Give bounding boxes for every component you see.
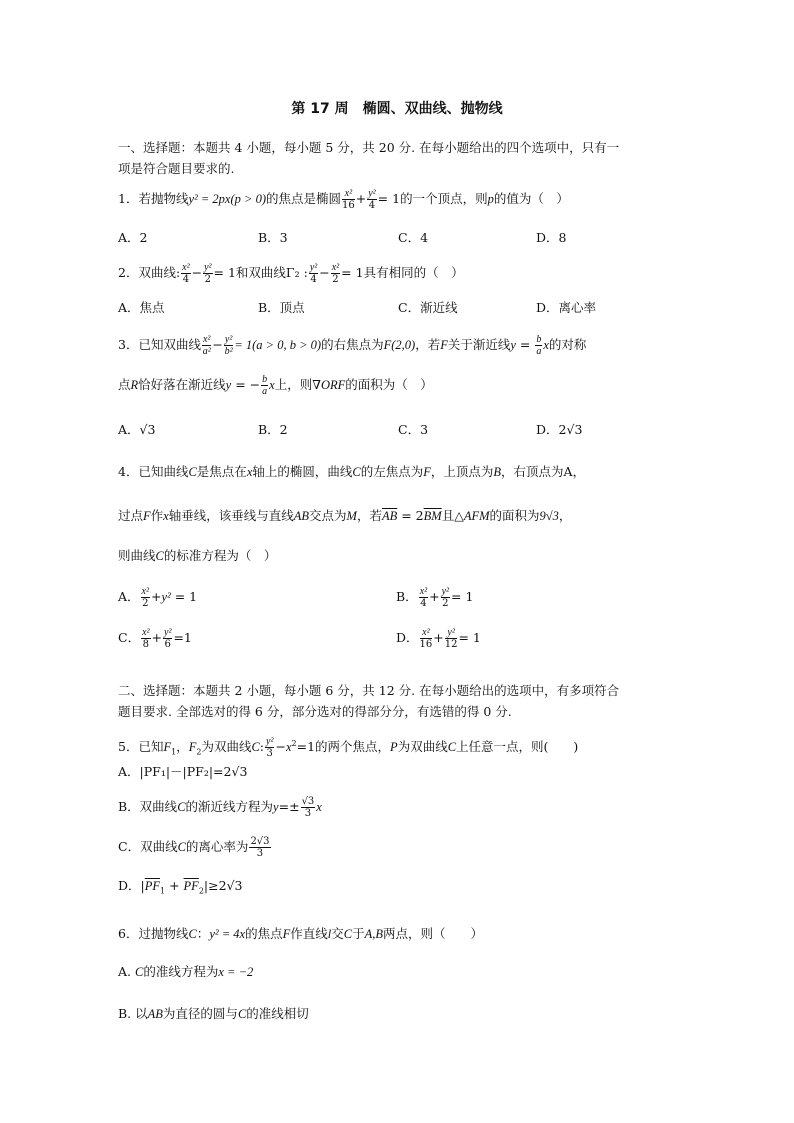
q6-option-a: A. C的准线方程为x = −2 — [118, 964, 254, 979]
q4-l2f: 且△ — [441, 508, 464, 523]
q4-l3a: 则曲线 — [118, 548, 156, 563]
q4-option-d: D． $\frac{\text{x²}}{16}$ + $\frac{\text{y²}}{12}$ = 1 — [396, 627, 481, 650]
q4-area-value: 9√3 — [539, 509, 559, 523]
q3-post: 的对称 — [548, 337, 587, 352]
q4-l2e: ，若 — [356, 508, 382, 523]
q2-option-a: A．焦点 — [118, 300, 165, 315]
question-4-line2: 过点F作x轴垂线，该垂线与直线AB交点为M，若$\overline{AB} = 2\overline{BM}$且△AFM的面积为9√3， — [118, 508, 572, 523]
question-3-line1: 3．已知双曲线 $\frac{\text{x²}}{\text{a²}}$ − $\frac{\text{y²}}{\text{b²}}$ = 1(a > 0, b > 0)的右焦点为F(2,0)，若F关于渐近线y = $\frac{b}{a}$ x的对称 — [118, 334, 587, 357]
section1-line2: 项是符合题目要求的. — [118, 161, 235, 176]
q1-p: p — [487, 192, 494, 206]
q4-l1f: ，右顶点为A， — [501, 464, 586, 479]
q2-post: = 1具有相同的（ ） — [341, 265, 464, 280]
q3-option-b: B．2 — [258, 422, 288, 437]
q6-option-b: B. 以AB为直径的圆与C的准线相切 — [118, 1006, 309, 1021]
q4-l1c: 轴上的椭圆，曲线 — [252, 464, 353, 479]
q3-option-c: C．3 — [398, 422, 429, 437]
q3-frac1: $\frac{\text{x²}}{\text{a²}}$ — [202, 334, 211, 357]
q1-pre: 1．若抛物线 — [118, 191, 189, 206]
page-title: 第 17 周 椭圆、双曲线、抛物线 — [291, 101, 503, 117]
question-5-stem: 5．已知$F_1$，$F_2$为双曲线C: $\frac{\text{y²}}{3}$ $-x^2=1$的两个焦点，P为双曲线C上任意一点，则( ) — [118, 736, 579, 760]
q4-l2c: 轴垂线，该垂线与直线 — [168, 508, 294, 523]
q3-option-a: A．√3 — [118, 422, 156, 437]
q3-cond: = 1(a > 0, b > 0) — [234, 338, 322, 352]
q3-line2b: 恰好落在渐近线 — [138, 377, 226, 392]
q3-line2d: 的面积为（ ） — [345, 377, 433, 392]
q3-focus: F(2,0) — [383, 338, 416, 352]
q1-option-c: C．4 — [398, 230, 429, 245]
q2-frac4: $\frac{\text{x²}}{2}$ — [331, 262, 340, 285]
q1-option-a: A．2 — [118, 230, 148, 245]
q2-option-c: C．渐近线 — [398, 300, 458, 315]
q3-pre: 3．已知双曲线 — [118, 337, 201, 352]
q1-option-b: B．3 — [258, 230, 288, 245]
section1-line1: 一、选择题：本题共 4 小题，每小题 5 分，共 20 分. 在每小题给出的四个选项中，只有一 — [118, 140, 620, 155]
q3-line2c: 上，则∇ — [274, 377, 321, 392]
section2-line2: 题目要求. 全部选对的得 6 分，部分选对的得部分分，有选错的得 0 分. — [118, 704, 512, 719]
q4-l1d: 的左焦点为 — [360, 464, 424, 479]
q2-option-b: B．顶点 — [258, 300, 305, 315]
q4-option-b: B． $\frac{\text{x²}}{4}$ + $\frac{\text{y²}}{2}$ = 1 — [396, 586, 474, 609]
question-2-stem: 2．双曲线: $\frac{\text{x²}}{4}$ − $\frac{\text{y²}}{2}$ = 1和双曲线Γ₂ : $\frac{\text{y²}}{4}$ − $\frac{\text{x²}}{2}$ = 1具有相同的（ ） — [118, 262, 464, 285]
q3-frac2: $\frac{\text{y²}}{\text{b²}}$ — [224, 334, 233, 357]
q2-mid: = 1和双曲线Γ₂ : — [213, 265, 308, 280]
q3-mid3: 关于渐近线 — [447, 337, 511, 352]
q4-l2g: 的面积为 — [489, 508, 540, 523]
q4-l3b: 的标准方程为（ ） — [163, 548, 277, 563]
q2-frac1: $\frac{\text{x²}}{4}$ — [182, 262, 190, 285]
section2-line1: 二、选择题：本题共 2 小题，每小题 6 分，共 12 分. 在每小题给出的选项中，有多项符合 — [118, 683, 620, 698]
q3-mid: 的右焦点为 — [321, 337, 384, 352]
q1-end: 的值为（ ） — [493, 191, 569, 206]
question-4-line1: 4．已知曲线C是焦点在x轴上的椭圆，曲线C的左焦点为F，上顶点为B，右顶点为A， — [118, 464, 586, 479]
q4-l1e: ，上顶点为 — [430, 464, 494, 479]
q2-option-d: D．离心率 — [536, 300, 597, 315]
q2-pre: 2．双曲线: — [118, 265, 181, 280]
question-4-line3: 则曲线C的标准方程为（ ） — [118, 548, 277, 563]
q5-option-d: D．$|\overline{PF}_1 + \overline{PF}_2|\ge 2√3$ — [118, 878, 243, 896]
q1-frac-y: $\frac{\text{y²}}{4}$ — [368, 188, 376, 211]
q2-frac2: $\frac{\text{y²}}{2}$ — [204, 262, 212, 285]
q1-ellipse-tail: = 1 — [377, 191, 401, 206]
q3-line2a: 点 — [118, 377, 131, 392]
q3-mid2: ，若 — [415, 337, 441, 352]
q3-option-d: D．2√3 — [536, 422, 583, 437]
q5-option-b: B．双曲线C的渐近线方程为y=± $\frac{√3}{3}$ x — [118, 796, 322, 819]
q1-parabola-eq: y² = 2px(p > 0) — [188, 192, 266, 206]
question-6-stem: 6．过抛物线C：y² = 4x的焦点F作直线l交C于A,B两点，则（ ） — [118, 926, 484, 941]
q4-l1: 4．已知曲线 — [118, 464, 189, 479]
q4-l1b: 是焦点在 — [196, 464, 247, 479]
q4-option-c: C． $\frac{\text{x²}}{8}$ + $\frac{\text{y²}}{6}$ =1 — [118, 627, 192, 650]
q1-frac-x: $\frac{\text{x²}}{16}$ — [342, 188, 355, 211]
q4-option-a: A． $\frac{\text{x²}}{2}$ +y² = 1 — [118, 586, 198, 609]
q2-frac3: $\frac{\text{y²}}{4}$ — [309, 262, 318, 285]
q3-frac3: $\frac{b}{a}$ — [536, 334, 542, 357]
q5-option-c: C．双曲线C的离心率为 $\frac{2√3}{3}$ — [118, 836, 270, 859]
q4-l2d: 交点为 — [309, 508, 347, 523]
q1-post: 的一个顶点，则 — [400, 191, 488, 206]
q1-mid: 的焦点是椭圆 — [266, 191, 342, 206]
question-3-line2: 点R恰好落在渐近线y = − $\frac{b}{a}$ x上，则∇ORF的面积为（ ） — [118, 374, 433, 397]
q1-option-d: D．8 — [536, 230, 567, 245]
q5-option-a: A．|PF₁|－|PF₂|=2√3 — [118, 764, 248, 779]
question-1-stem: 1．若抛物线y² = 2px(p > 0)的焦点是椭圆 $\frac{\text{x²}}{16}$ + $\frac{\text{y²}}{4}$ = 1的一个顶点，则p的值为（ ） — [118, 188, 569, 211]
q3-frac4: $\frac{b}{a}$ — [262, 374, 268, 397]
q4-l2b: 作 — [150, 508, 164, 523]
q4-l2a: 过点 — [118, 508, 144, 523]
